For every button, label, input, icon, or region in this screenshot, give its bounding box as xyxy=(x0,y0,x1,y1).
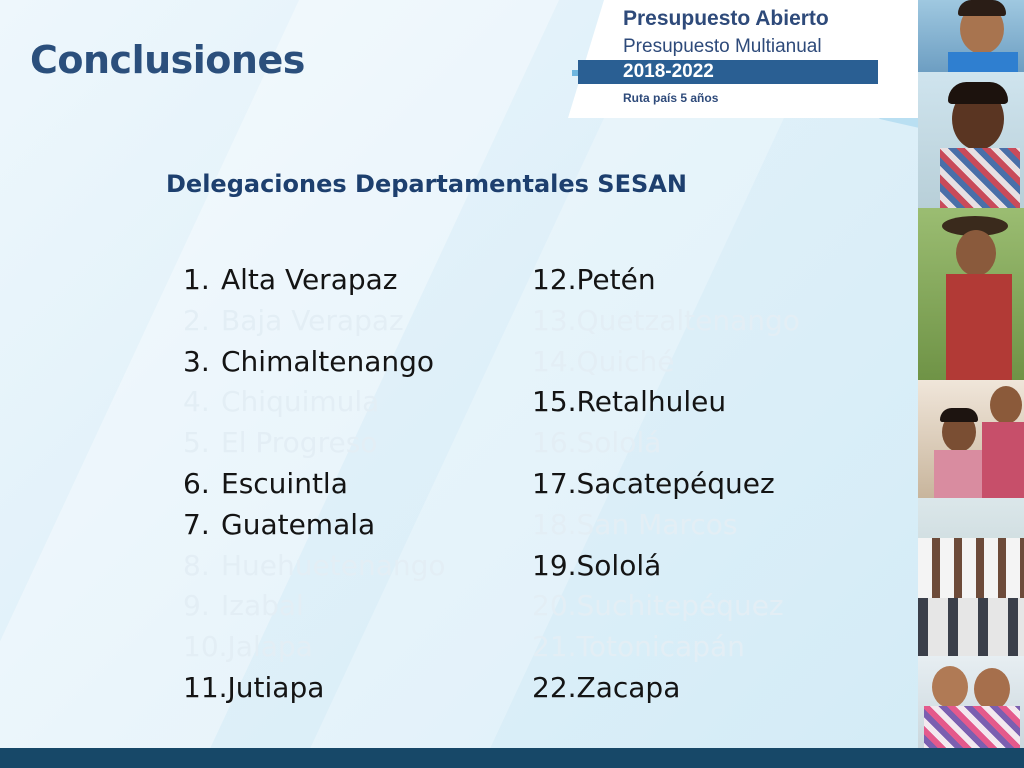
department-name: Jalapa xyxy=(227,630,313,664)
children-photo xyxy=(918,380,1024,498)
department-item xyxy=(532,260,800,301)
department-item xyxy=(183,382,446,423)
department-item xyxy=(183,423,446,464)
section-subtitle: Delegaciones Departamentales SESAN xyxy=(166,170,687,198)
footer-bar xyxy=(0,748,1024,768)
department-name: Sololá xyxy=(576,548,662,582)
department-name: Baja Verapaz xyxy=(221,303,404,337)
presupuesto-abierto-logo xyxy=(568,0,948,118)
department-name: Quiché xyxy=(576,344,675,378)
slide-title: Conclusiones xyxy=(30,38,305,82)
logo-subtitle: Presupuesto Multianual xyxy=(623,36,822,57)
department-number: 13. xyxy=(532,303,577,337)
department-number: 17. xyxy=(532,466,577,500)
department-number: 15. xyxy=(532,385,577,419)
departments-list-right xyxy=(532,260,800,709)
department-number: 11. xyxy=(183,670,228,704)
department-number: 7. xyxy=(183,507,210,541)
department-number: 8. xyxy=(183,548,210,582)
department-item xyxy=(532,423,800,464)
department-number: 19. xyxy=(532,548,577,582)
department-number: 21. xyxy=(532,630,577,664)
classroom-photo xyxy=(918,498,1024,656)
department-name: Totonicapán xyxy=(576,630,745,664)
department-number: 20. xyxy=(532,589,577,623)
department-number: 22. xyxy=(532,670,577,704)
department-number: 12. xyxy=(532,263,577,296)
department-item xyxy=(183,546,446,587)
department-name: Quetzaltenango xyxy=(576,303,800,337)
department-item xyxy=(183,342,446,383)
department-number: 9. xyxy=(183,589,210,623)
department-item xyxy=(532,546,800,587)
department-item xyxy=(532,668,800,709)
department-item xyxy=(183,505,446,546)
farmer-photo xyxy=(918,208,1024,380)
department-name: Chiquimula xyxy=(221,385,380,419)
department-number: 2. xyxy=(183,303,210,337)
department-item xyxy=(532,586,800,627)
department-name: Jutiapa xyxy=(227,670,325,704)
department-name: Suchitepéquez xyxy=(576,589,784,623)
logo-title: Presupuesto Abierto xyxy=(623,7,829,30)
department-name: Huehuetenango xyxy=(221,548,446,582)
department-name: Retalhuleu xyxy=(576,385,727,419)
department-number: 10. xyxy=(183,630,228,664)
photo-strip xyxy=(918,0,1024,768)
department-item xyxy=(183,464,446,505)
department-number: 16. xyxy=(532,426,577,460)
department-number: 5. xyxy=(183,426,210,460)
department-number: 1. xyxy=(183,263,210,296)
department-name: Sololá xyxy=(576,426,662,460)
department-item xyxy=(183,586,446,627)
department-item xyxy=(183,668,446,709)
department-item xyxy=(532,342,800,383)
department-name: El Progreso xyxy=(221,426,378,460)
department-item xyxy=(532,301,800,342)
departments-list-left xyxy=(183,260,446,709)
department-name: Izabal xyxy=(221,589,304,623)
department-item xyxy=(183,260,446,301)
logo-tagline: Ruta país 5 años xyxy=(623,91,719,105)
department-name: Petén xyxy=(576,263,656,296)
department-number: 3. xyxy=(183,344,210,378)
department-item xyxy=(532,464,800,505)
department-number: 4. xyxy=(183,385,210,419)
department-item xyxy=(532,382,800,423)
department-number: 6. xyxy=(183,466,210,500)
department-number: 18. xyxy=(532,507,577,541)
department-name: Chimaltenango xyxy=(221,344,435,378)
department-name: Escuintla xyxy=(221,466,348,500)
girl-photo xyxy=(918,72,1024,208)
department-item xyxy=(183,301,446,342)
department-item xyxy=(532,505,800,546)
department-item xyxy=(532,627,800,668)
department-number: 14. xyxy=(532,344,577,378)
department-name: San Marcos xyxy=(576,507,738,541)
department-name: Guatemala xyxy=(221,507,376,541)
department-name: Alta Verapaz xyxy=(221,263,398,296)
department-item xyxy=(183,627,446,668)
department-name: Zacapa xyxy=(576,670,681,704)
logo-years: 2018-2022 xyxy=(623,61,714,82)
department-name: Sacatepéquez xyxy=(576,466,775,500)
child-photo xyxy=(918,0,1024,72)
